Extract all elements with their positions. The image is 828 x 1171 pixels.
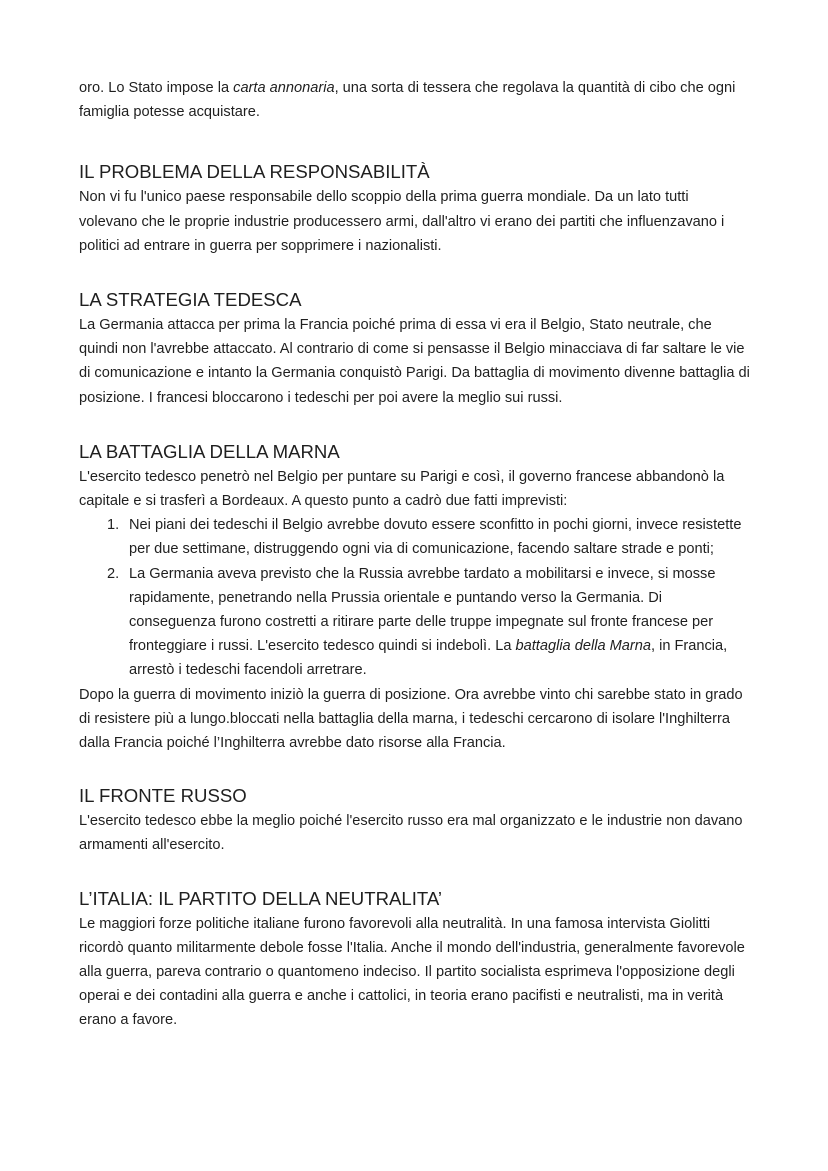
section-intro: L'esercito tedesco penetrò nel Belgio per puntare su Parigi e così, il governo francese abbandonò la capitale e si trasferì a Bordeaux. A questo punto a cadrò due fatti imprevisti: — [79, 468, 725, 510]
list-item — [107, 562, 751, 683]
list-number: 2. — [107, 565, 120, 582]
section-outro: Dopo la guerra di movimento iniziò la guerra di posizione. Ora avrebbe vinto chi sarebbe stato in grado di resistere più a lungo.bloccati nella battaglia della marna, i tedeschi cercarono di isolare l'Inghilterra dalla Francia poiché l’Inghilterra avrebbe dato risorse alla Francia. — [79, 686, 743, 752]
document-page — [79, 76, 751, 1033]
section-strategia — [79, 288, 751, 410]
intro-text-end: , una sorta di tessera che regolava la quantità di cibo che ogni famiglia potesse acquistare. — [79, 80, 736, 121]
section-body: Non vi fu l'unico paese responsabile dello scoppio della prima guerra mondiale. Da un lato tutti volevano che le proprie industrie producessero armi, dall'altro vi erano dei partiti che influenzavano i politici ad entrare in guerra per sopprimere i nazionalisti. — [79, 189, 725, 254]
section-body: L'esercito tedesco ebbe la meglio poiché l'esercito russo era mal organizzato e le industrie non davano armamenti all'esercito. — [79, 813, 743, 854]
section-body: La Germania attacca per prima la Francia poiché prima di essa vi era il Belgio, Stato neutrale, che quindi non l'avrebbe attaccato. Al contrario di come si pensasse il Belgio minacciava di far saltare le vie di comunicazione e intanto la Germania conquistò Parigi. Da battaglia di movimento divenne battaglia di posizione. I francesi bloccarono i tedeschi per poi avere la meglio sui russi. — [79, 317, 750, 406]
section-heading: LA BATTAGLIA DELLA MARNA — [79, 440, 340, 462]
list-item-text-start: La Germania aveva previsto che la Russia avrebbe tardato a mobilitarsi e invece, si mosse rapidamente, penetrando nella Prussia orientale e puntando verso la Germania. Di conseguenza furono costretti a ritirare parte delle truppe impegnate sul fronte francese per fronteggiare i russi. L'esercito tedesco quindi si indebolì. La — [129, 565, 716, 655]
section-body: Le maggiori forze politiche italiane furono favorevoli alla neutralità. In una famosa intervista Giolitti ricordò quanto militarmente debole fosse l'Italia. Anche il mondo dell'industria, generalmente favorevole alla guerra, pareva contrario o quantomeno indeciso. Il partito socialista esprimeva l'opposizione degli operai e dei contadini alla guerra e anche i cattolici, in teoria erano pacifisti e neutralisti, ma in verità erano a favore. — [79, 915, 745, 1029]
intro-text-start: oro. Lo Stato impose la — [79, 80, 234, 96]
section-responsabilita — [79, 160, 751, 258]
section-heading: IL PROBLEMA DELLA RESPONSABILITÀ — [79, 161, 430, 183]
list-item — [107, 513, 751, 561]
intro-paragraph — [79, 76, 751, 124]
section-marna — [79, 440, 751, 755]
list-item-text: Nei piani dei tedeschi il Belgio avrebbe dovuto essere sconfitto in pochi giorni, invece resistette per due settimane, distruggendo ogni via di comunicazione, facendo saltare strade e ponti; — [129, 517, 742, 558]
section-heading: IL FRONTE RUSSO — [79, 785, 247, 807]
list-item-italic-term: battaglia della Marna — [515, 638, 651, 655]
section-fronte-russo — [79, 784, 751, 857]
section-heading: L’ITALIA: IL PARTITO DELLA NEUTRALITA’ — [79, 887, 443, 909]
list-item-text-end: , in Francia, arrestò i tedeschi facendoli arretrare. — [129, 638, 728, 679]
section-italia — [79, 887, 751, 1033]
numbered-list — [79, 513, 751, 682]
intro-italic-term: carta annonaria — [233, 80, 335, 96]
list-number: 1. — [107, 517, 120, 534]
section-heading: LA STRATEGIA TEDESCA — [79, 289, 302, 311]
